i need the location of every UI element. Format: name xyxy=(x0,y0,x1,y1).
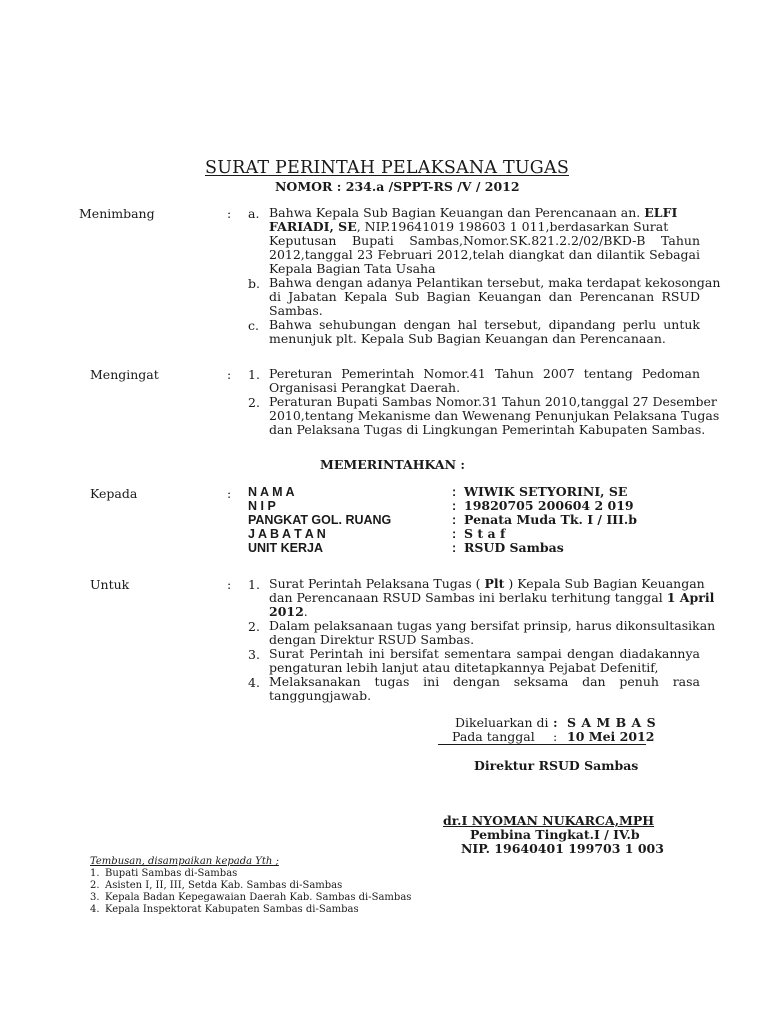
mengingat-marker-2: 2. xyxy=(248,395,260,410)
untuk-item-4 xyxy=(269,675,700,703)
text-line: Pereturan Pemerintah Nomor.41 Tahun 2007 tentang Pedoman xyxy=(269,366,700,381)
text-line: Bahwa dengan adanya Pelantikan tersebut, maka terdapat kekosongan xyxy=(269,275,721,290)
text-line: di Jabatan Kepala Sub Bagian Keuangan dan Perencanan RSUD xyxy=(269,289,700,304)
signatory-name: dr.I NYOMAN NUKARCA,MPH xyxy=(443,813,655,828)
untuk-marker-1: 1. xyxy=(248,577,260,592)
text-line: Keputusan Bupati Sambas,Nomor.SK.821.2.2/02/BKD-B Tahun xyxy=(269,233,700,248)
issued-date-value: 10 Mei 2012 xyxy=(567,729,655,744)
list-item: 2. Asisten I, II, III, Setda Kab. Sambas di-Sambas xyxy=(90,880,343,891)
memerintahkan-heading: MEMERINTAHKAN : xyxy=(320,457,465,472)
issued-date-sep: : xyxy=(553,729,558,744)
signatory-position: Direktur RSUD Sambas xyxy=(474,758,639,773)
text-line: pengaturan lebih lanjut atau ditetapkannya Pejabat Defenitif, xyxy=(269,660,659,675)
kepada-label: Kepada xyxy=(90,486,138,501)
signatory-rank: Pembina Tingkat.I / IV.b xyxy=(470,827,640,842)
issued-place-label: Dikeluarkan di xyxy=(455,715,549,730)
text-line: Surat Perintah ini bersifat sementara sampai dengan diadakannya xyxy=(269,646,700,661)
date-underline xyxy=(438,744,646,745)
untuk-item-1 xyxy=(269,576,715,619)
signatory-nip: NIP. 19640401 199703 1 003 xyxy=(461,841,664,856)
list-item: 1. Bupati Sambas di-Sambas xyxy=(90,868,238,879)
text-line: Bahwa Kepala Sub Bagian Keuangan dan Perencanaan an. ELFI xyxy=(269,205,678,220)
tembusan-list xyxy=(90,868,411,916)
value-pangkat: Penata Muda Tk. I / III.b xyxy=(464,512,637,527)
text-line: menunjuk plt. Kepala Sub Bagian Keuangan dan Perencanaan. xyxy=(269,331,666,346)
untuk-marker-2: 2. xyxy=(248,619,260,634)
kepada-sep-list: : : : : : xyxy=(452,485,457,555)
text-line: dengan Direktur RSUD Sambas. xyxy=(269,632,475,647)
mengingat-colon: : xyxy=(227,367,232,382)
issued-place-sep: : xyxy=(553,715,558,730)
mengingat-label: Mengingat xyxy=(90,367,159,382)
text-line: 2010,tentang Mekanisme dan Wewenang Penunjukan Pelaksana Tugas xyxy=(269,408,720,423)
text-line: FARIADI, SE, NIP.19641019 198603 1 011,berdasarkan Surat xyxy=(269,219,669,234)
issued-place-value: S A M B A S xyxy=(567,715,657,730)
mengingat-item-2 xyxy=(269,394,720,437)
text-line: Sambas. xyxy=(269,303,323,318)
text-line: Bahwa sehubungan dengan hal tersebut, dipandang perlu untuk xyxy=(269,317,700,332)
list-item: 3. Kepala Badan Kepegawaian Daerah Kab. Sambas di-Sambas xyxy=(90,892,412,903)
menimbang-marker-c: c. xyxy=(248,318,259,333)
text-line: Organisasi Perangkat Daerah. xyxy=(269,380,461,395)
field-pangkat: PANGKAT GOL. RUANG xyxy=(248,513,392,527)
kepada-field-list xyxy=(248,485,391,555)
issued-date-label: Pada tanggal xyxy=(452,729,535,744)
untuk-item-3 xyxy=(269,647,700,675)
menimbang-item-c xyxy=(269,318,700,346)
text-line: 2012. xyxy=(269,604,308,619)
document-title: SURAT PERINTAH PELAKSANA TUGAS xyxy=(205,158,570,178)
value-unit-kerja: RSUD Sambas xyxy=(464,540,564,555)
tembusan-heading: Tembusan, disampaikan kepada Yth ; xyxy=(90,856,279,867)
untuk-colon: : xyxy=(227,577,232,592)
menimbang-label: Menimbang xyxy=(79,206,155,221)
untuk-item-2 xyxy=(269,618,716,647)
text-line: Peraturan Bupati Sambas Nomor.31 Tahun 2010,tanggal 27 Desember xyxy=(269,394,717,409)
mengingat-item-1 xyxy=(269,367,700,395)
untuk-marker-3: 3. xyxy=(248,647,260,662)
document-number: NOMOR : 234.a /SPPT-RS /V / 2012 xyxy=(275,179,520,194)
menimbang-marker-a: a. xyxy=(248,206,260,221)
text-line: dan Pelaksana Tugas di Lingkungan Pemerintah Kabupaten Sambas. xyxy=(269,422,706,437)
field-jabatan: J A B A T A N xyxy=(248,527,326,541)
text-line: dan Perencanaan RSUD Sambas ini berlaku terhitung tanggal 1 April xyxy=(269,590,715,605)
field-unit-kerja: UNIT KERJA xyxy=(248,541,324,555)
menimbang-colon: : xyxy=(227,206,232,221)
kepada-value-list xyxy=(464,485,637,555)
menimbang-marker-b: b. xyxy=(248,276,260,291)
text-line: Melaksanakan tugas ini dengan seksama dan penuh rasa xyxy=(269,674,700,689)
text-line: 2012,tanggal 23 Februari 2012,telah diangkat dan dilantik Sebagai xyxy=(269,247,700,262)
mengingat-marker-1: 1. xyxy=(248,367,260,382)
field-nama: N A M A xyxy=(248,485,295,499)
value-nip: 19820705 200604 2 019 xyxy=(464,498,634,513)
menimbang-item-a xyxy=(269,206,700,276)
untuk-marker-4: 4. xyxy=(248,675,260,690)
menimbang-item-b xyxy=(269,275,721,318)
kepada-colon: : xyxy=(227,486,232,501)
text-line: Dalam pelaksanaan tugas yang bersifat prinsip, harus dikonsultasikan xyxy=(269,618,716,633)
text-line: Kepala Bagian Tata Usaha xyxy=(269,261,436,276)
field-nip: N I P xyxy=(248,499,276,513)
list-item: 4. Kepala Inspektorat Kabupaten Sambas di-Sambas xyxy=(90,904,359,915)
value-jabatan: S t a f xyxy=(464,526,506,541)
text-line: Surat Perintah Pelaksana Tugas ( Plt ) Kepala Sub Bagian Keuangan xyxy=(269,576,705,591)
untuk-label: Untuk xyxy=(90,577,130,592)
value-nama: WIWIK SETYORINI, SE xyxy=(464,484,628,499)
text-line: tanggungjawab. xyxy=(269,688,372,703)
